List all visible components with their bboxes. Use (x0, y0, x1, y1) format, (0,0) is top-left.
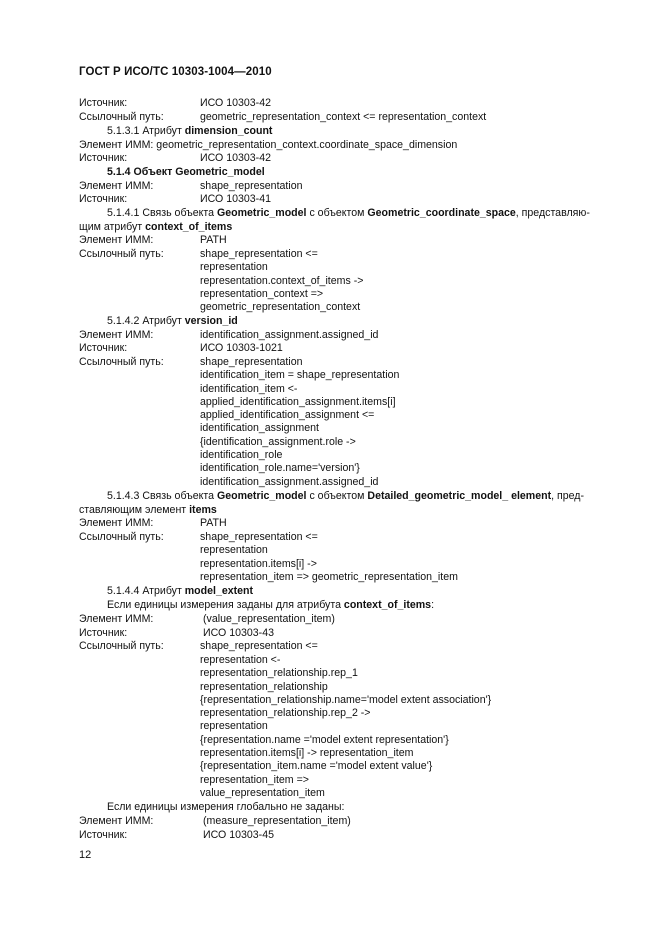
element-label: Элемент ИММ: (79, 180, 154, 192)
source-value: ИСО 10303-42 (200, 152, 271, 164)
path-line: applied_identification_assignment.items[i] (200, 396, 396, 408)
ref-path-label: Ссылочный путь: (79, 248, 164, 260)
element-value: PATH (200, 517, 227, 529)
path-line: identification_assignment (200, 422, 319, 434)
element-value: PATH (200, 234, 227, 246)
path-line: representation <- (200, 654, 281, 666)
path-line: identification_item <- (200, 383, 298, 395)
ref-path-label: Ссылочный путь: (79, 531, 164, 543)
section-heading-5-1-4: 5.1.4 Объект Geometric_model (107, 166, 265, 178)
path-line: {representation.name ='model extent representation'} (200, 734, 449, 746)
element-value: (measure_representation_item) (203, 815, 351, 827)
ref-path-label: Ссылочный путь: (79, 111, 164, 123)
path-line: representation_relationship (200, 681, 328, 693)
path-line: representation.items[i] -> representation_item (200, 747, 414, 759)
source-label: Источник: (79, 829, 128, 841)
path-line: representation_relationship.rep_2 -> (200, 707, 371, 719)
element-label: Элемент ИММ: (79, 815, 154, 827)
path-line: shape_representation <= (200, 248, 318, 260)
source-value: ИСО 10303-43 (203, 627, 274, 639)
element-value: (value_representation_item) (203, 613, 335, 625)
path-line: {representation_relationship.name='model extent association'} (200, 694, 492, 706)
source-label: Источник: (79, 193, 128, 205)
path-line: value_representation_item (200, 787, 325, 799)
source-value: ИСО 10303-45 (203, 829, 274, 841)
source-label: Источник: (79, 342, 128, 354)
section-heading-5-1-4-3: 5.1.4.3 Связь объекта Geometric_model с объектом Detailed_geometric_model_ element, пред- (107, 490, 585, 502)
section-heading-5-1-4-2: 5.1.4.2 Атрибут version_id (107, 315, 238, 327)
condition-line: Если единицы измерения глобально не заданы: (107, 801, 345, 813)
path-line: identification_assignment.assigned_id (200, 476, 379, 488)
ref-path-label: Ссылочный путь: (79, 356, 164, 368)
path-line: shape_representation <= (200, 531, 318, 543)
section-heading-continuation: ставляющим элемент items (79, 504, 217, 516)
ref-path-label: Ссылочный путь: (79, 640, 164, 652)
path-line: applied_identification_assignment <= (200, 409, 375, 421)
source-label: Источник: (79, 97, 128, 109)
path-line: representation (200, 261, 268, 273)
document-header: ГОСТ Р ИСО/ТС 10303-1004—2010 (79, 66, 272, 78)
element-label: Элемент ИММ: (79, 329, 154, 341)
path-line: representation_item => geometric_representation_item (200, 571, 458, 583)
element-label: Элемент ИММ: (79, 613, 154, 625)
element-label: Элемент ИММ: (79, 517, 154, 529)
path-line: identification_item = shape_representation (200, 369, 400, 381)
path-line: representation (200, 720, 268, 732)
section-heading-continuation: щим атрибут context_of_items (79, 221, 233, 233)
element-value: identification_assignment.assigned_id (200, 329, 379, 341)
page-number: 12 (79, 849, 92, 861)
path-line: {representation_item.name ='model extent value'} (200, 760, 433, 772)
section-heading-5-1-4-1: 5.1.4.1 Связь объекта Geometric_model с объектом Geometric_coordinate_space, представляю- (107, 207, 590, 219)
source-value: ИСО 10303-41 (200, 193, 271, 205)
source-value: ИСО 10303-42 (200, 97, 271, 109)
path-line: representation.items[i] -> (200, 558, 317, 570)
path-line: identification_role (200, 449, 283, 461)
path-line: representation_relationship.rep_1 (200, 667, 358, 679)
path-line: representation_item => (200, 774, 309, 786)
path-line: shape_representation (200, 356, 303, 368)
section-heading-5-1-3-1: 5.1.3.1 Атрибут dimension_count (107, 125, 273, 137)
section-heading-5-1-4-4: 5.1.4.4 Атрибут model_extent (107, 585, 254, 597)
path-line: geometric_representation_context (200, 301, 361, 313)
element-label: Элемент ИММ: (79, 234, 154, 246)
path-line: identification_role.name='version'} (200, 462, 360, 474)
path-line: shape_representation <= (200, 640, 318, 652)
condition-line: Если единицы измерения заданы для атрибута context_of_items: (107, 599, 435, 611)
source-value: ИСО 10303-1021 (200, 342, 283, 354)
path-line: representation.context_of_items -> (200, 275, 364, 287)
path-line: representation_context => (200, 288, 324, 300)
path-line: {identification_assignment.role -> (200, 436, 356, 448)
source-label: Источник: (79, 152, 128, 164)
path-line: representation (200, 544, 268, 556)
ref-path-value: geometric_representation_context <= representation_context (200, 111, 487, 123)
element-line: Элемент ИММ: geometric_representation_context.coordinate_space_dimension (79, 139, 458, 151)
source-label: Источник: (79, 627, 128, 639)
element-value: shape_representation (200, 180, 303, 192)
